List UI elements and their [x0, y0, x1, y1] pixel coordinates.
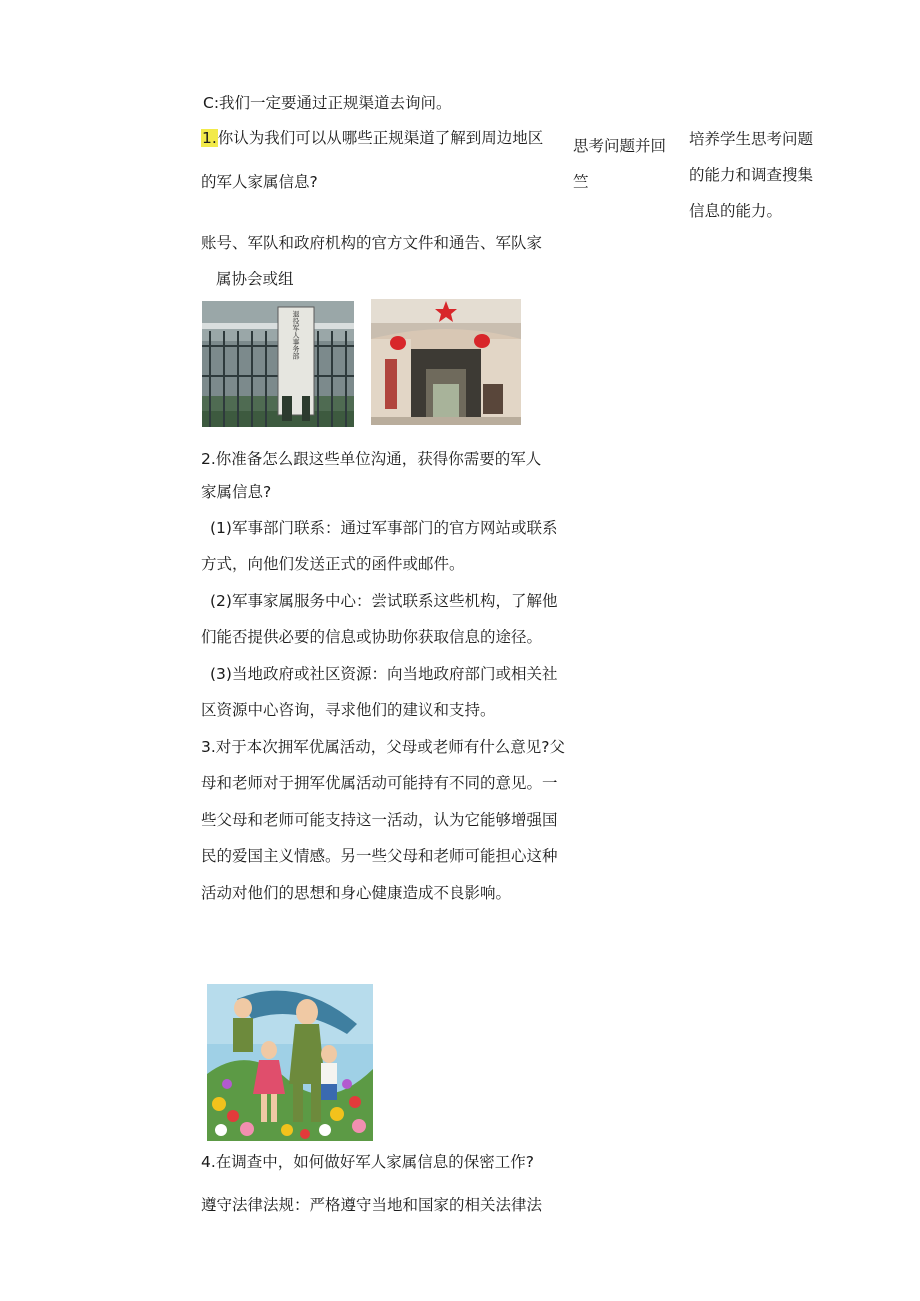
question-4-line-1: 4.在调查中，如何做好军人家属信息的保密工作?: [201, 1153, 535, 1171]
design-intent-line-3: 信息的能力。: [689, 202, 783, 220]
question-3-line-5: 活动对他们的思想和身心健康造成不良影响。: [201, 884, 512, 902]
question-2-line-2: 家属信息?: [201, 483, 272, 501]
question-3-line-4: 民的爱国主义情感。另一些父母和老师可能担心这种: [201, 847, 558, 865]
answer-4-line-1: 遵守法律法规：严格遵守当地和国家的相关法律法: [201, 1196, 543, 1214]
question-3-line-3: 些父母和老师可能支持这一活动，认为它能够增强国: [201, 811, 558, 829]
design-intent-line-2: 的能力和调查搜集: [689, 166, 814, 184]
point-1-line-2: 方式，向他们发送正式的函件或邮件。: [201, 555, 465, 573]
courtyard-gate-photo: [371, 299, 521, 425]
answer-1-line-1: 账号、军队和政府机构的官方文件和通告、军队家: [201, 234, 543, 252]
point-3-line-2: 区资源中心咨询，寻求他们的建议和支持。: [201, 701, 496, 719]
question-1: [201, 128, 543, 148]
question-3-line-1: 3.对于本次拥军优属活动，父母或老师有什么意见?父: [201, 738, 566, 756]
design-intent-line-1: 培养学生思考问题: [689, 130, 814, 148]
answer-1-line-2: 属协会或组: [216, 270, 294, 288]
veterans-office-photo: [202, 301, 354, 427]
question-3-line-2: 母和老师对于拥军优属活动可能持有不同的意见。一: [201, 774, 558, 792]
point-3-line-1: (3)当地政府或社区资源：向当地政府部门或相关社: [210, 665, 558, 683]
student-activity-line-1: 思考问题并回: [573, 137, 667, 155]
point-2-line-2: 们能否提供必要的信息或协助你获取信息的途径。: [201, 628, 543, 646]
point-2-line-1: (2)军事家属服务中心：尝试联系这些机构，了解他: [210, 592, 558, 610]
student-activity-line-2: 竺: [573, 173, 589, 191]
point-1-line-1: (1)军事部门联系：通过军事部门的官方网站或联系: [210, 519, 558, 537]
question-1-number: 1.: [202, 129, 217, 147]
military-family-poster: [207, 984, 373, 1141]
question-1-text: 你认为我们可以从哪些正规渠道了解到周边地区: [217, 129, 544, 147]
line-c-option: C:我们一定要通过正规渠道去询问。: [203, 94, 452, 112]
question-1-line-2: 的军人家属信息?: [201, 173, 318, 191]
office-sign-text: 退役军人事务部: [292, 310, 300, 360]
question-2-line-1: 2.你准备怎么跟这些单位沟通，获得你需要的军人: [201, 450, 542, 468]
